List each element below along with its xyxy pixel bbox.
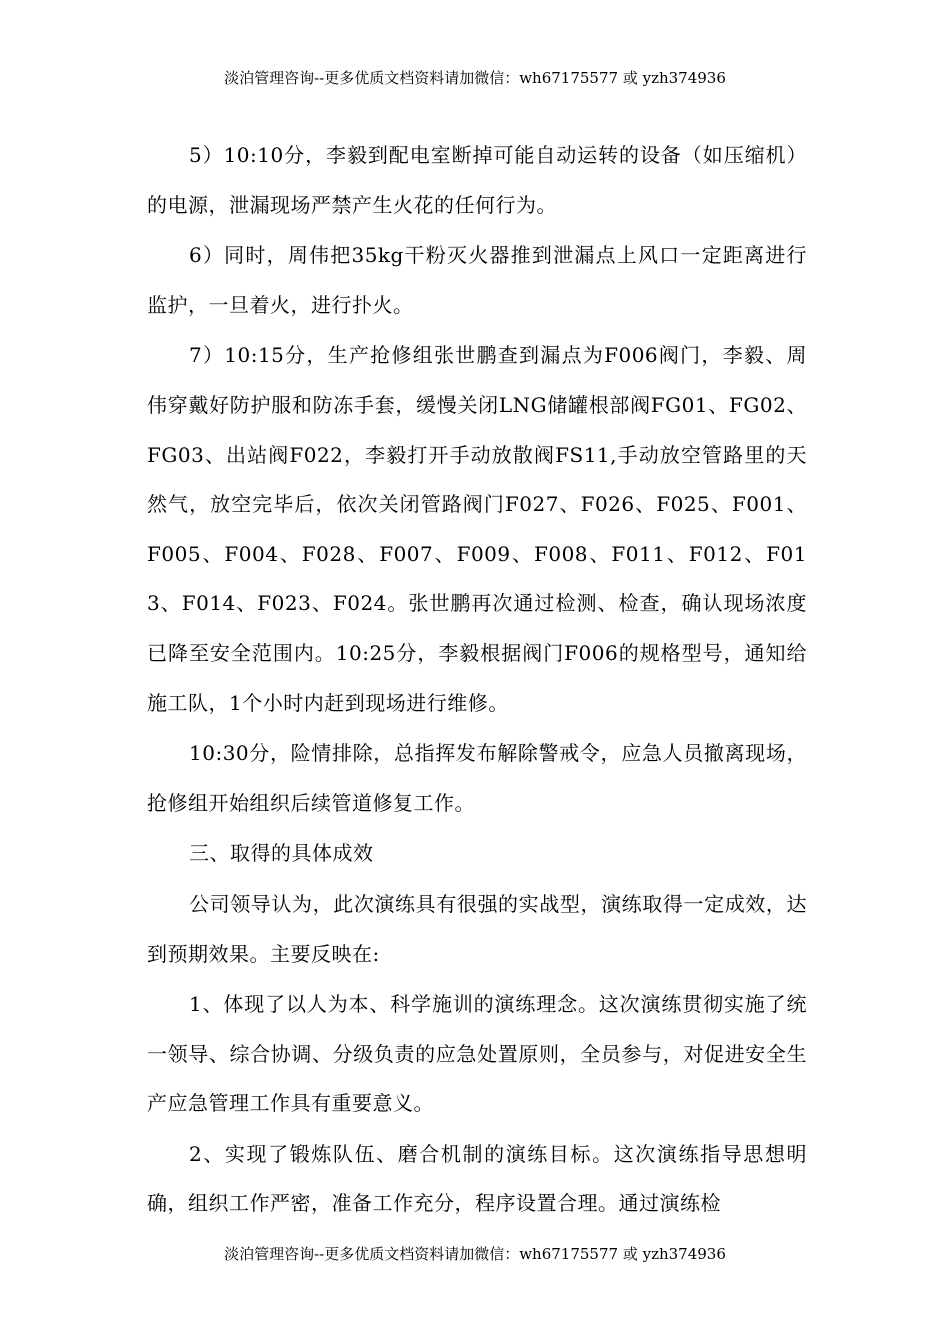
- paragraph-step-7: 7）10:15分，生产抢修组张世鹏查到漏点为F006阀门，李毅、周伟穿戴好防护服和防冻手套，缓慢关闭LNG储罐根部阀FG01、FG02、FG03、出站阀F022，李毅打开手动放散阀FS11,手动放空管路里的天然气，放空完毕后，依次关闭管路阀门F027、F026、F025、F001、F005、F004、F028、F007、F009、F008、F011、F012、F013、F014、F023、F024。张世鹏再次通过检测、检查，确认现场浓度已降至安全范围内。10:25分，李毅根据阀门F006的规格型号，通知给施工队，1个小时内赶到现场进行维修。: [147, 343, 807, 715]
- page-footer: 淡泊管理咨询--更多优质文档资料请加微信：wh67175577 或 yzh374936: [224, 1245, 726, 1263]
- document-body: [147, 131, 807, 1229]
- paragraph-point-2: 2、实现了锻炼队伍、磨合机制的演练目标。这次演练指导思想明确，组织工作严密，准备工作充分，程序设置合理。通过演练检: [147, 1141, 807, 1216]
- paragraph-danger-cleared: 10:30分，险情排除，总指挥发布解除警戒令，应急人员撤离现场，抢修组开始组织后续管道修复工作。: [147, 741, 807, 815]
- section-heading: 三、取得的具体成效: [189, 841, 374, 866]
- paragraph-step-5: 5）10:10分，李毅到配电室断掉可能自动运转的设备（如压缩机）的电源，泄漏现场严禁产生火花的任何行为。: [147, 143, 807, 217]
- paragraph-step-6: 6）同时，周伟把35kg干粉灭火器推到泄漏点上风口一定距离进行监护，一旦着火，进行扑火。: [147, 243, 807, 317]
- paragraph-leadership-view: 公司领导认为，此次演练具有很强的实战型，演练取得一定成效，达到预期效果。主要反映在:: [147, 891, 807, 966]
- page-header: 淡泊管理咨询--更多优质文档资料请加微信：wh67175577 或 yzh374936: [224, 69, 726, 87]
- paragraph-point-1: 1、体现了以人为本、科学施训的演练理念。这次演练贯彻实施了统一领导、综合协调、分级负责的应急处置原则，全员参与，对促进安全生产应急管理工作具有重要意义。: [147, 992, 807, 1116]
